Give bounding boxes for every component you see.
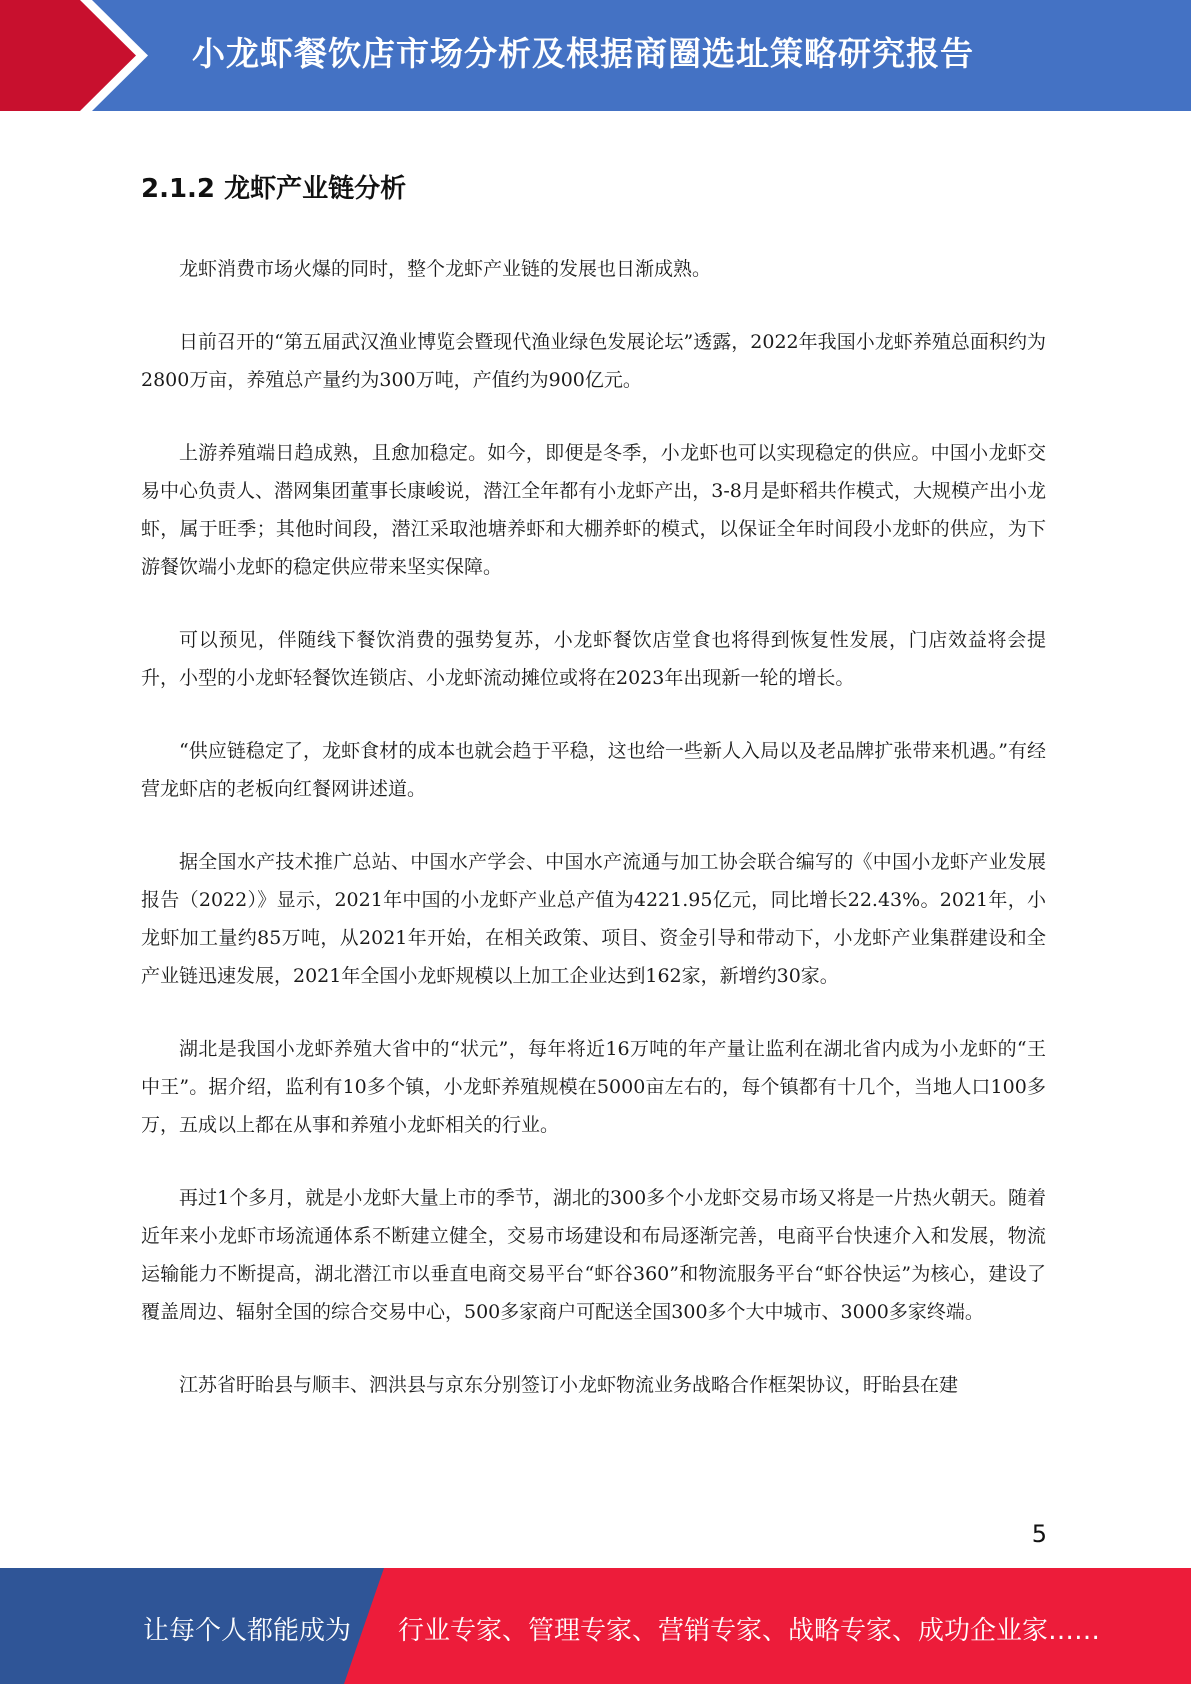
- report-title: 小龙虾餐饮店市场分析及根据商圈选址策略研究报告: [192, 34, 974, 73]
- paragraph: 再过1个多月，就是小龙虾大量上市的季节，湖北的300多个小龙虾交易市场又将是一片热火朝天。随着近年来小龙虾市场流通体系不断建立健全，交易市场建设和布局逐渐完善，电商平台快速介入和发展，物流运输能力不断提高，湖北潜江市以垂直电商交易平台“虾谷360”和物流服务平台“虾谷快运”为核心，建设了覆盖周边、辐射全国的综合交易中心，500多家商户可配送全国300多个大中城市、3000多家终端。: [141, 1187, 1046, 1323]
- paragraph: 上游养殖端日趋成熟，且愈加稳定。如今，即便是冬季，小龙虾也可以实现稳定的供应。中国小龙虾交易中心负责人、潜网集团董事长康峻说，潜江全年都有小龙虾产出，3-8月是虾稻共作模式，大规模产出小龙虾，属于旺季；其他时间段，潜江采取池塘养虾和大棚养虾的模式，以保证全年时间段小龙虾的供应，为下游餐饮端小龙虾的稳定供应带来坚实保障。: [141, 442, 1046, 578]
- footer-slogan-left: 让每个人都能成为: [143, 1616, 352, 1646]
- footer-slogan-right: 行业专家、管理专家、营销专家、战略专家、成功企业家……: [398, 1616, 1101, 1646]
- page-footer: [0, 1568, 1191, 1684]
- page-header: [0, 0, 1191, 111]
- section-heading: 2.1.2 龙虾产业链分析: [141, 174, 407, 204]
- paragraph: 据全国水产技术推广总站、中国水产学会、中国水产流通与加工协会联合编写的《中国小龙虾产业发展报告（2022）》显示，2021年中国的小龙虾产业总产值为4221.95亿元，同比增长22.43%。2021年，小龙虾加工量约85万吨，从2021年开始，在相关政策、项目、资金引导和带动下，小龙虾产业集群建设和全产业链迅速发展，2021年全国小龙虾规模以上加工企业达到162家，新增约30家。: [141, 851, 1046, 987]
- paragraph: 湖北是我国小龙虾养殖大省中的“状元”，每年将近16万吨的年产量让监利在湖北省内成为小龙虾的“王中王”。据介绍，监利有10多个镇，小龙虾养殖规模在5000亩左右的，每个镇都有十几个，当地人口100多万，五成以上都在从事和养殖小龙虾相关的行业。: [141, 1038, 1046, 1136]
- body-text: [141, 250, 1046, 1439]
- paragraph: 日前召开的“第五届武汉渔业博览会暨现代渔业绿色发展论坛”透露，2022年我国小龙虾养殖总面积约为2800万亩，养殖总产量约为300万吨，产值约为900亿元。: [141, 331, 1046, 391]
- header-arrow-decoration: [0, 0, 160, 111]
- paragraph: 江苏省盱眙县与顺丰、泗洪县与京东分别签订小龙虾物流业务战略合作框架协议，盱眙县在建: [179, 1374, 959, 1396]
- page-number: 5: [1031, 1520, 1047, 1548]
- paragraph: 可以预见，伴随线下餐饮消费的强势复苏，小龙虾餐饮店堂食也将得到恢复性发展，门店效益将会提升，小型的小龙虾轻餐饮连锁店、小龙虾流动摊位或将在2023年出现新一轮的增长。: [141, 629, 1046, 689]
- paragraph: “供应链稳定了，龙虾食材的成本也就会趋于平稳，这也给一些新人入局以及老品牌扩张带来机遇。”有经营龙虾店的老板向红餐网讲述道。: [141, 740, 1046, 800]
- paragraph: 龙虾消费市场火爆的同时，整个龙虾产业链的发展也日渐成熟。: [179, 258, 712, 280]
